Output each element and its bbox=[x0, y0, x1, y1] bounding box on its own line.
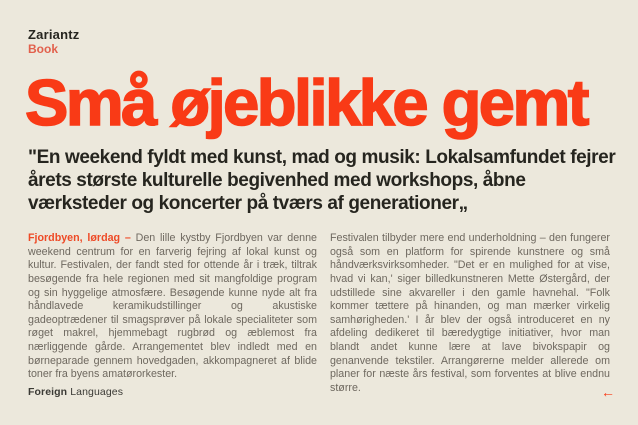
footer-label-regular: Languages bbox=[70, 386, 124, 398]
standfirst bbox=[28, 146, 616, 215]
standfirst-line-1: "En weekend fyldt med kunst, mad og musik: Lokalsamfundet fejrer bbox=[28, 147, 616, 169]
brand-name: Zariantz bbox=[28, 27, 80, 42]
standfirst-line-2: årets største kulturelle begivenhed med workshops, åbne bbox=[28, 170, 526, 192]
footer-label bbox=[28, 386, 123, 398]
article-text-left: Den lille kystby Fjordbyen var denne weekend centrum for en farverig fejring af lokal kunst og kultur. Festivalen, der fandt sted for ottende år i træk, tiltrak besøgende fra hele regionen med sit mangfoldige program og sin hyggelige atmosfære. Besøgende kunne nyde alt fra håndlavede keramikudstillinger og akustiske gadeoptrædener til smagsprøver på lokale specialiteter som røget makrel, hjemmebagt rugbrød og æblemost fra nærliggende gårde. Arrangementet blev indledt med en børneparade gennem hovedgaden, akkompagneret af blide toner fra byens amatørorkester. bbox=[28, 232, 317, 381]
masthead bbox=[28, 28, 610, 56]
edition-label: Book bbox=[28, 42, 58, 57]
page-footer bbox=[28, 385, 615, 399]
back-arrow-icon[interactable]: ← bbox=[601, 384, 615, 400]
article-column-right: Festivalen tilbyder mere end underholdning – den fungerer også som en platform for spirende kunstnere og små håndværksvirksomheder. "Det er en mulighed for at vise, hvad vi kan,' siger billedkunstneren Mette Østergård, der udstillede sine akvareller i den gamle havnehal. "Folk kommer tættere på hinanden, og man mærker virkelig samhørigheden.' I år blev der også introduceret en ny afdeling dedikeret til bæredygtige initiativer, hvor man blandt andet kunne lære at lave bivokspapir og genanvende tekstiler. Arrangørerne melder allerede om planer for næste års festival, som forventes at blive endnu større. bbox=[329, 232, 610, 394]
standfirst-line-3: værksteder og koncerter på tværs af generationer„ bbox=[28, 193, 468, 215]
headline: Små øjeblikke gemt bbox=[25, 66, 587, 140]
article-body bbox=[28, 232, 610, 395]
dateline: Fjordbyen, lørdag – bbox=[28, 232, 131, 245]
footer-label-bold: Foreign bbox=[28, 386, 68, 398]
article-column-left bbox=[28, 232, 317, 395]
